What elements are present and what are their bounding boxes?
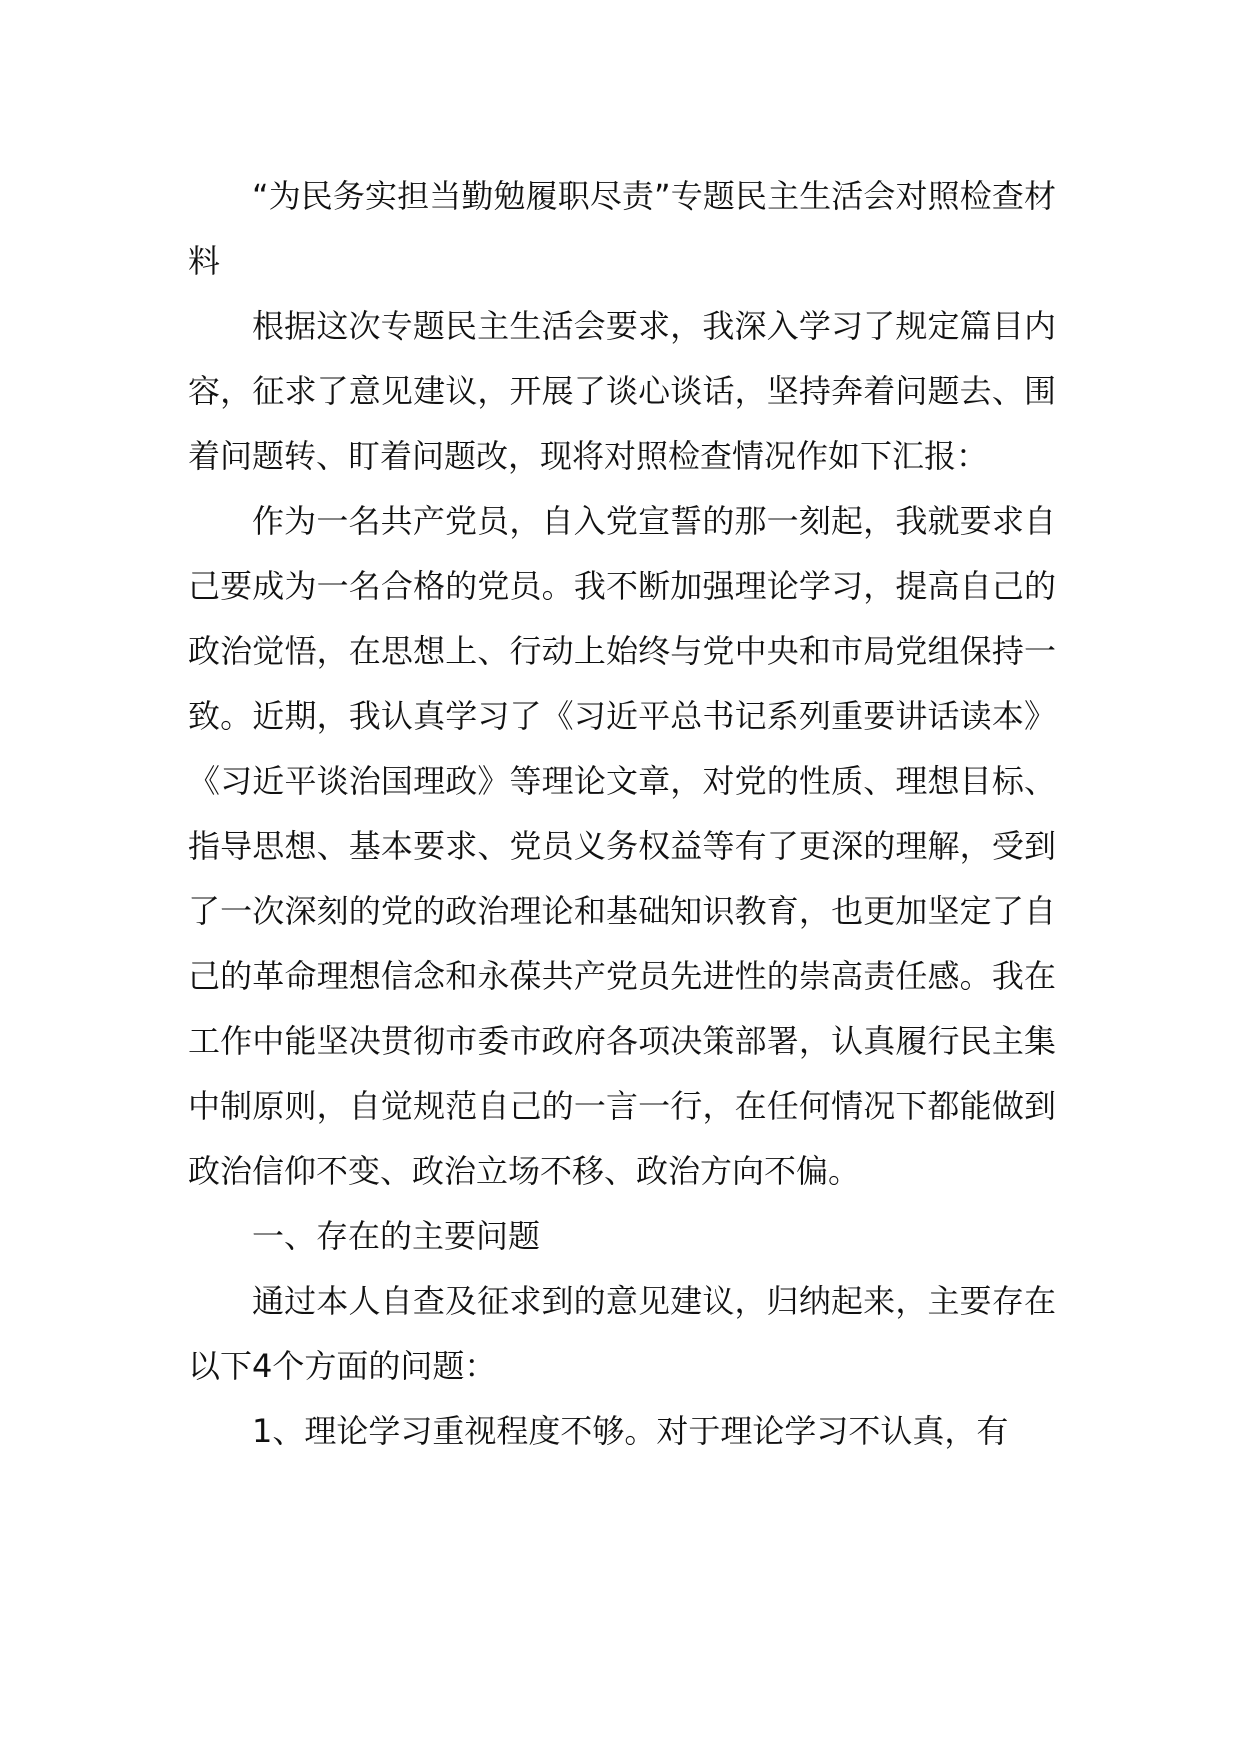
paragraph-problem-summary: 通过本人自查及征求到的意见建议，归纳起来，主要存在以下4个方面的问题： — [188, 1282, 1056, 1385]
paragraph-intro: 根据这次专题民主生活会要求，我深入学习了规定篇目内容，征求了意见建议，开展了谈心谈话，坚持奔着问题去、围着问题转、盯着问题改，现将对照检查情况作如下汇报： — [188, 307, 1056, 475]
section-heading-main-problems: 一、存在的主要问题 — [252, 1217, 541, 1255]
paragraph-problem-1: 1、理论学习重视程度不够。对于理论学习不认真，有 — [252, 1412, 1009, 1450]
document-body — [188, 164, 1056, 1464]
paragraph-party-member: 作为一名共产党员，自入党宣誓的那一刻起，我就要求自己要成为一名合格的党员。我不断加强理论学习，提高自己的政治觉悟，在思想上、行动上始终与党中央和市局党组保持一致。近期，我认真学习了《习近平总书记系列重要讲话读本》《习近平谈治国理政》等理论文章，对党的性质、理想目标、指导思想、基本要求、党员义务权益等有了更深的理解，受到了一次深刻的党的政治理论和基础知识教育，也更加坚定了自己的革命理想信念和永葆共产党员先进性的崇高责任感。我在工作中能坚决贯彻市委市政府各项决策部署，认真履行民主集中制原则，自觉规范自己的一言一行，在任何情况下都能做到政治信仰不变、政治立场不移、政治方向不偏。 — [188, 502, 1056, 1190]
document-title: “为民务实担当勤勉履职尽责”专题民主生活会对照检查材料 — [188, 177, 1056, 280]
